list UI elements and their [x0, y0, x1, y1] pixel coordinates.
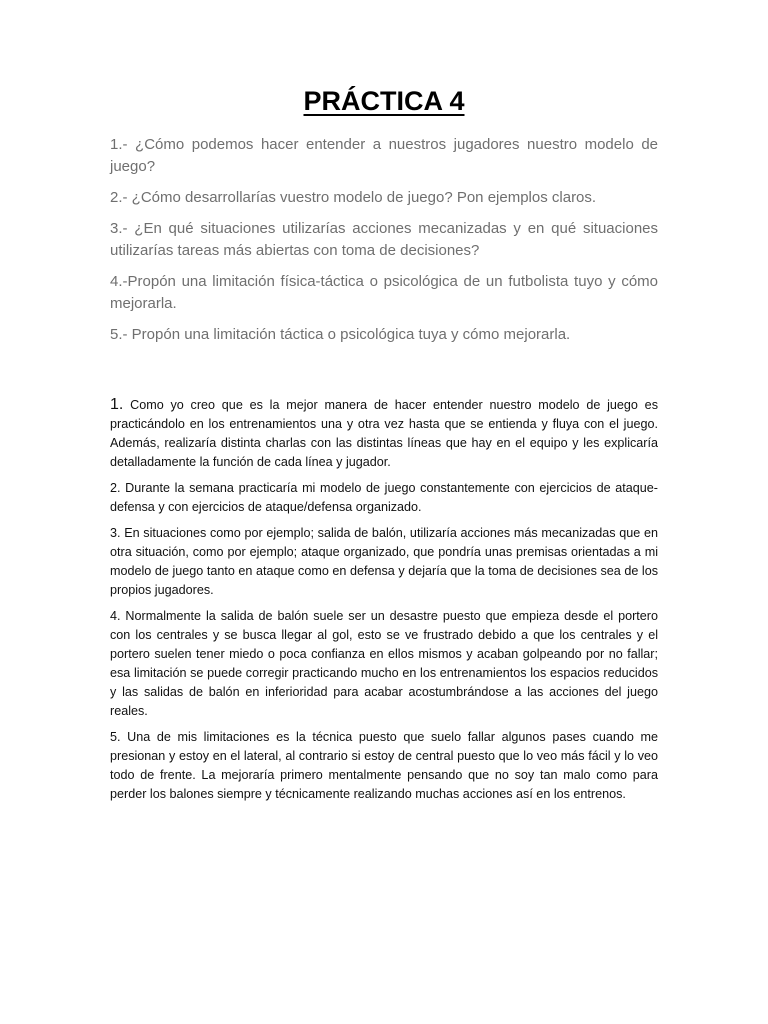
questions-section	[110, 134, 658, 355]
answer-1	[110, 395, 658, 472]
answer-4: 4. Normalmente la salida de balón suele ser un desastre puesto que empieza desde el portero con los centrales y se busca llegar al gol, esto se ve frustrado debido a que los centrales y el portero suelen tener miedo o poca confianza en ellos mismos y acaban golpeando por no fallar; esa limitación se puede corregir practicando mucho en los entrenamientos los espacios reducidos y las salidas de balón en inferioridad para acabar acostumbrándose a las acciones del juego reales.	[110, 609, 658, 718]
question-5: 5.- Propón una limitación táctica o psicológica tuya y cómo mejorarla.	[110, 326, 571, 343]
answer-5: 5. Una de mis limitaciones es la técnica puesto que suelo fallar algunos pases cuando me presionan y estoy en el lateral, al contrario si estoy de central puesto que lo veo más fácil y lo veo todo de frente. La mejoraría primero mentalmente pensando que no soy tan malo como para perder los balones siempre y técnicamente realizando muchas acciones así en los entrenos.	[110, 730, 658, 801]
answer-3: 3. En situaciones como por ejemplo; salida de balón, utilizaría acciones más mecanizadas que en otra situación, como por ejemplo; ataque organizado, que pondría unas premisas orientadas a mi modelo de juego tanto en ataque como en defensa y dejaría que la toma de decisiones sea de los propios jugadores.	[110, 526, 658, 597]
question-3: 3.- ¿En qué situaciones utilizarías acciones mecanizadas y en qué situaciones utilizarías tareas más abiertas con toma de decisiones?	[110, 220, 658, 259]
question-1: 1.- ¿Cómo podemos hacer entender a nuestros jugadores nuestro modelo de juego?	[110, 136, 658, 175]
answer-1-number: 1.	[110, 396, 124, 413]
answers-section	[110, 395, 658, 811]
question-2: 2.- ¿Cómo desarrollarías vuestro modelo de juego? Pon ejemplos claros.	[110, 189, 597, 206]
answer-1-text: Como yo creo que es la mejor manera de hacer entender nuestro modelo de juego es practicándolo en los entrenamientos una y otra vez hasta que se entienda y fluya con el juego. Además, realizaría distinta charlas con las distintas líneas que hay en el equipo y les explicaría detalladamente la función de cada línea y jugador.	[110, 398, 658, 469]
answer-2: 2. Durante la semana practicaría mi modelo de juego constantemente con ejercicios de ataque-defensa y con ejercicios de ataque/defensa organizado.	[110, 481, 658, 514]
page-title: PRÁCTICA 4	[303, 86, 465, 116]
question-4: 4.-Propón una limitación física-táctica o psicológica de un futbolista tuyo y cómo mejorarla.	[110, 273, 658, 312]
